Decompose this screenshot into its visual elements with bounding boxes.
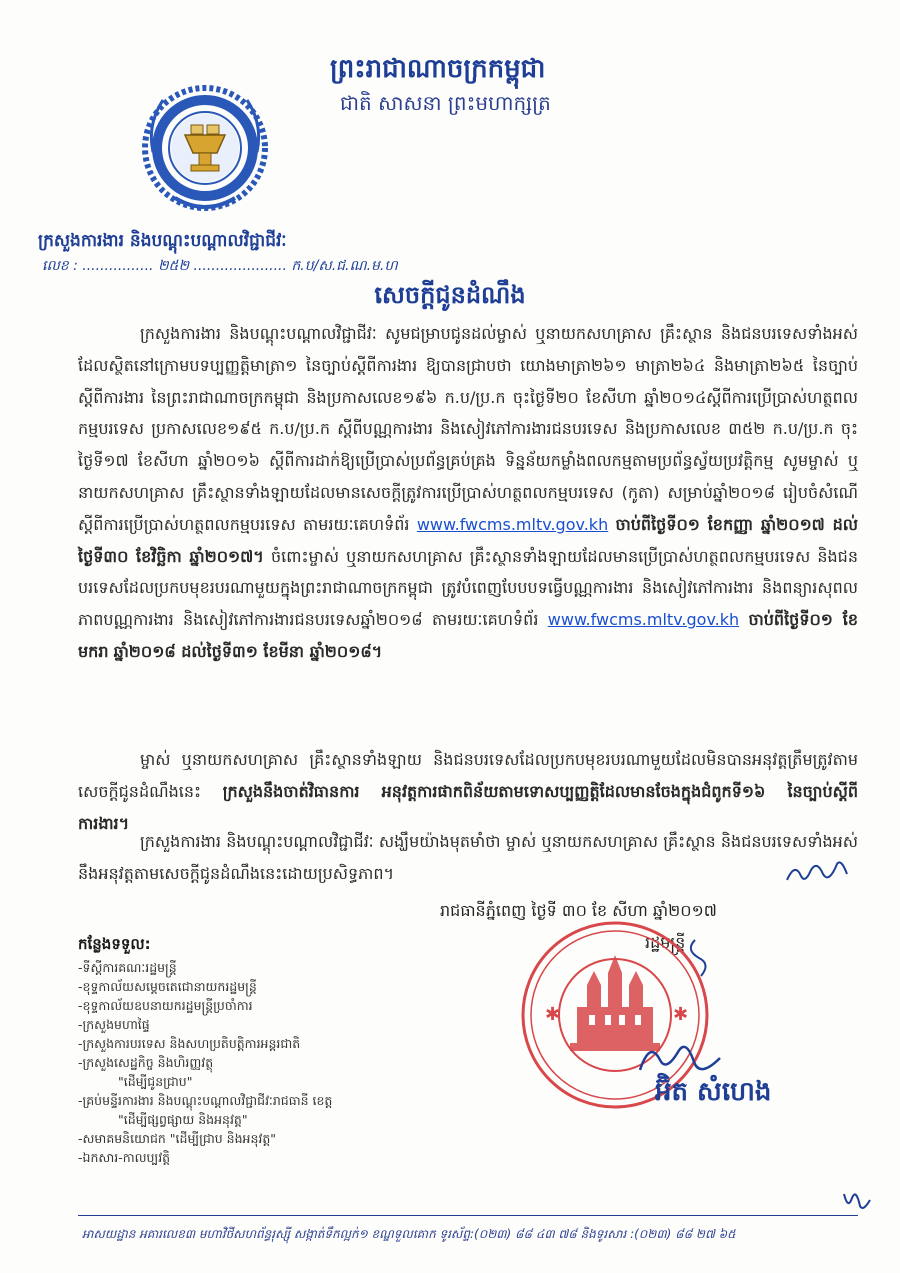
fwcms-link-1[interactable]: www.fwcms.mltv.gov.kh <box>416 514 609 534</box>
reference-label: លេខ : <box>42 258 78 274</box>
handwritten-initials <box>785 858 855 893</box>
list-item: -គ្រប់មន្ទីរការងារ និងបណ្តុះបណ្តាលវិជ្ជាជីវៈរាជធានី ខេត្ត <box>78 1093 333 1108</box>
recipients-heading: កន្លែងទទួល: <box>78 935 151 953</box>
list-item: -សមាគមនិយោជក "ដើម្បីជ្រាប និងអនុវត្ត" <box>78 1131 277 1146</box>
reference-number: ២៥២ <box>157 258 190 274</box>
reference-line <box>42 256 398 277</box>
svg-text:✱: ✱ <box>545 1004 561 1025</box>
recipients-list <box>78 935 332 1167</box>
paragraph-1-part5: ឆ្នាំ២០១៨ ដល់ថ្ងៃទី៣១ ខែមីនា ឆ្នាំ២០១៨។ <box>113 641 383 661</box>
svg-text:✱: ✱ <box>673 1004 689 1025</box>
paragraph-1-part4: ចាប់ពីថ្ងៃទី០១ ខែមករា <box>78 610 858 661</box>
list-item: -ក្រសួងមហាផ្ទៃ <box>78 1017 150 1032</box>
reference-dots-2: ..................... <box>193 258 287 274</box>
footer-divider <box>78 1215 858 1216</box>
list-item: -ទីស្តីការគណៈរដ្ឋមន្ត្រី <box>78 960 177 975</box>
list-item: "ដើម្បីផ្សព្វផ្សាយ និងអនុវត្ត" <box>118 1112 248 1127</box>
dateline: រាជធានីភ្នំពេញ ថ្ងៃទី ៣០ ខែ សីហា ឆ្នាំ២០១៧ <box>440 901 717 920</box>
reference-dots: ................ <box>82 258 154 274</box>
paragraph-3-text: ក្រសួងការងារ និងបណ្តុះបណ្តាលវិជ្ជាជីវៈ សង្ឃឹមយ៉ាងមុតមាំថា ម្ចាស់ ឬនាយកសហគ្រាស គ្រឹះស្ថាន និងជនបរទេសទាំងអស់នឹងអនុវត្តតាមសេចក្តីជូនដំណឹងនេះដោយប្រសិទ្ធភាព។ <box>78 832 858 883</box>
minister-signature-icon <box>600 920 760 1100</box>
ministry-seal-icon <box>135 80 275 220</box>
reference-suffix: ក.ប/ស.ជ.ណ.ម.ហ <box>291 258 398 274</box>
national-motto: ជាតិ សាសនា ព្រះមហាក្សត្រ <box>340 91 551 115</box>
footer-initials <box>842 1190 872 1217</box>
list-item: "ដើម្បីជូនជ្រាប" <box>118 1074 193 1089</box>
paragraph-1-part3: ចំពោះម្ចាស់ ឬនាយកសហគ្រាស គ្រឹះស្ថានទាំងឡាយដែលមានប្រើប្រាស់ហត្ថពលកម្មបរទេស និងជនបរទេសដែលប្រកបមុខរបរណាមួយក្នុងព្រះរាជាណាចក្រកម្ពុជា ត្រូវបំពេញបែបបទធ្វើបណ្ណការងារ និងសៀវភៅការងារ និងពន្យារសុពលភាពបណ្ណការងារ និងសៀវភៅការងារជនបរទេសឆ្នាំ២០១៨ តាមរយៈគេហទំព័រ <box>78 546 858 630</box>
list-item: -ខុទ្ទកាល័យឧបនាយករដ្ឋមន្ត្រីប្រចាំការ <box>78 998 253 1013</box>
fwcms-link-2[interactable]: www.fwcms.mltv.gov.kh <box>547 610 740 630</box>
notice-title: សេចក្តីជូនដំណឹង <box>374 281 526 309</box>
kingdom-title: ព្រះរាជាណាចក្រកម្ពុជា <box>330 54 546 84</box>
paragraph-1 <box>78 318 858 668</box>
paragraph-2-part1: ម្ចាស់ ឬនាយកសហគ្រាស គ្រឹះស្ថានទាំងឡាយ និងជនបរទេសដែលប្រកបមុខរបរណាមួយដែលមិនបានអនុវត្តត្រឹមត្រូវតាមសេចក្តីជូនដំណឹងនេះ <box>78 750 858 801</box>
minister-name: អ៊ិត សំហេង <box>655 1077 772 1107</box>
paragraph-1-text <box>78 318 858 668</box>
minister-title: រដ្ឋមន្ត្រី <box>645 933 686 952</box>
ministry-name: ក្រសួងការងារ និងបណ្តុះបណ្តាលវិជ្ជាជីវៈ <box>38 231 287 251</box>
paragraph-1-part2: ចាប់ពីថ្ងៃទី០១ ខែកញ្ញា ឆ្នាំ២០១៧ ដល់ថ្ងៃទី៣០ ខែវិច្ឆិកា ឆ្នាំ២០១៧។ <box>78 514 858 566</box>
paragraph-2-bold: ក្រសួងនឹងចាត់វិធានការ អនុវត្តការផាកពិន័យតាមទោសប្បញ្ញត្តិដែលមានចែងក្នុងជំពូកទី១៦ នៃច្បាប់ស្តីពីការងារ។ <box>78 781 858 833</box>
list-item: -ឯកសារ-កាលប្បវត្តិ <box>78 1150 171 1165</box>
paragraph-3 <box>78 826 858 890</box>
list-item: -ក្រសួងសេដ្ឋកិច្ច និងហិរញ្ញវត្ថុ <box>78 1055 214 1070</box>
footer-address: អាសយដ្ឋាន អគារលេខ៣ មហាវិថីសហព័ន្ធរុស្ស៊ី សង្កាត់ទឹកល្អក់១ ខណ្ឌទួលគោក ទូរស័ព្ទ:(០២៣) ៨៨ ៤៣ ៧៨ និងទូរសារ :(០២៣) ៨៨ ២៧ ៦៥ <box>82 1227 736 1241</box>
list-item: -ខុទ្ទកាល័យសម្តេចតេជោនាយករដ្ឋមន្ត្រី <box>78 979 257 994</box>
paragraph-1-part1: ក្រសួងការងារ និងបណ្តុះបណ្តាលវិជ្ជាជីវៈ សូមជម្រាបជូនដល់ម្ចាស់ ឬនាយកសហគ្រាស គ្រឹះស្ថាន និងជនបរទេសទាំងអស់ ដែលស្ថិតនៅក្រោមបទប្បញ្ញត្តិមាត្រា១ នៃច្បាប់ស្តីពីការងារ ឱ្យបានជ្រាបថា យោងមាត្រា២៦១ មាត្រា២៦៤ និងមាត្រា២៦៥ នៃច្បាប់ស្តីពីការងារ នៃព្រះរាជាណាចក្រកម្ពុជា និងប្រកាសលេខ១៩៦ ក.ប/ប្រ.ក ចុះថ្ងៃទី២០ ខែសីហា ឆ្នាំ២០១៤ស្តីពីការប្រើប្រាស់ហត្ថពលកម្មបរទេស ប្រកាសលេខ១៩៥ ក.ប/ប្រ.ក ស្តីពីបណ្ណការងារ និងសៀវភៅការងារជនបរទេស និងប្រកាសលេខ ៣៥២ ក.ប/ប្រ.ក ចុះថ្ងៃទី១៧ ខែសីហា ឆ្នាំ២០១៦ ស្តីពីការដាក់ឱ្យប្រើប្រាស់ប្រព័ន្ធគ្រប់គ្រង ទិន្នន័យកម្លាំងពលកម្មតាមប្រព័ន្ធស្វ័យប្រវត្តិកម្ម សូមម្ចាស់ ឬនាយកសហគ្រាស គ្រឹះស្ថានទាំងឡាយដែលមានសេចក្តីត្រូវការប្រើប្រាស់ហត្ថពលកម្មបរទេស (កូតា) សម្រាប់ឆ្នាំ២០១៨ រៀបចំសំណើស្តីពីការប្រើប្រាស់ហត្ថពលកម្មបរទេស តាមរយៈគេហទំព័រ <box>78 324 858 534</box>
list-item: -ក្រសួងការបរទេស និងសហប្រតិបត្តិការអន្តរជាតិ <box>78 1036 301 1051</box>
